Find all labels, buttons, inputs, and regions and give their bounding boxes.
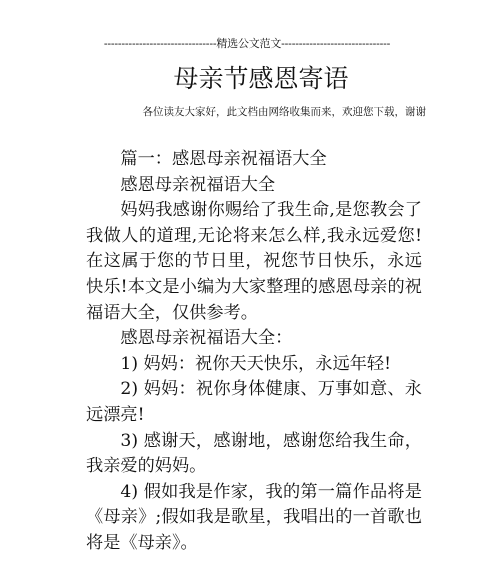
paragraph-heading: 感恩母亲祝福语大全 bbox=[120, 174, 276, 195]
list-item-1: 1) 妈妈：祝你天天快乐，永远年轻! bbox=[120, 353, 392, 374]
paragraph-section-heading: 篇一：感恩母亲祝福语大全 bbox=[120, 149, 327, 169]
list-item-3: 3) 感谢天，感谢地，感谢您给我生命，我亲爱的妈妈。 bbox=[86, 430, 422, 477]
list-item-2: 2) 妈妈：祝你身体健康、万事如意、永远漂亮! bbox=[86, 379, 422, 425]
document-body bbox=[86, 147, 422, 557]
paragraph-list-heading: 感恩母亲祝福语大全： bbox=[120, 328, 293, 349]
document-subtitle: 各位读友大家好，此文档由网络收集而来，欢迎您下载，谢谢 bbox=[142, 106, 426, 118]
document-title: 母亲节感恩寄语 bbox=[173, 64, 349, 93]
paragraph-intro: 妈妈我感谢你赐给了我生命,是您教会了我做人的道理,无论将来怎么样,我永远爱您!在这属于您的节日里，祝您节日快乐，永远快乐!本文是小编为大家整理的感恩母亲的祝福语大全，仅供参考。 bbox=[86, 200, 422, 323]
list-item-4: 4) 假如我是作家，我的第一篇作品将是《母亲》;假如我是歌星，我唱出的一首歌也将是《母亲》。 bbox=[86, 481, 422, 553]
header-banner: --------------------------------精选公文范文------------------------------- bbox=[103, 37, 391, 50]
